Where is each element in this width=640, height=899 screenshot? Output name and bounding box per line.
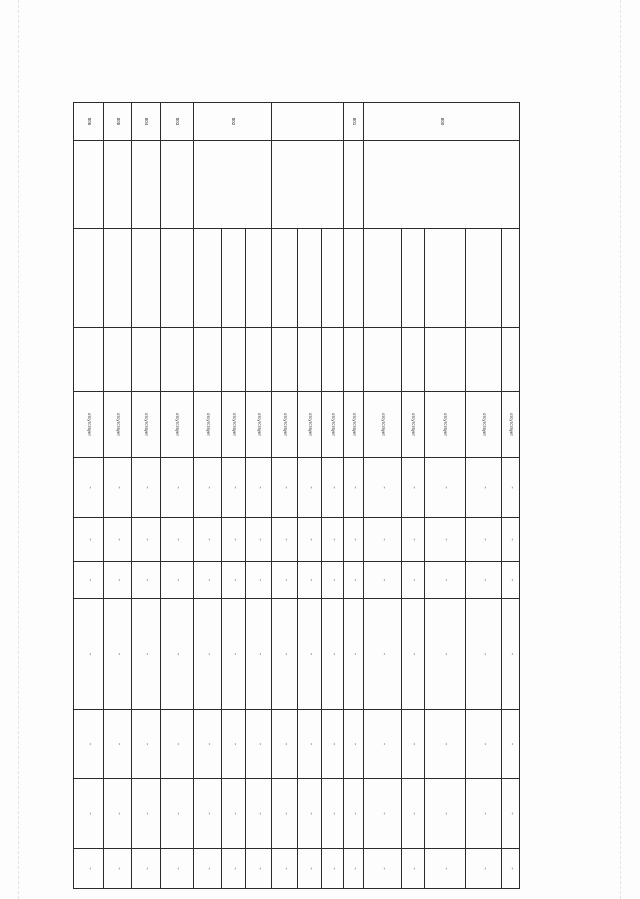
substation-cell bbox=[322, 328, 344, 392]
table-row bbox=[344, 103, 364, 889]
empty-value-cell: - bbox=[425, 779, 466, 849]
empty-value-cell: - bbox=[466, 779, 502, 849]
empty-value-cell: - bbox=[74, 562, 104, 599]
substation-cell bbox=[425, 328, 466, 392]
empty-value-cell: - bbox=[194, 458, 222, 518]
status-cell: отсутствует bbox=[222, 392, 246, 458]
empty-value-cell: - bbox=[74, 849, 104, 889]
empty-value-cell: - bbox=[222, 779, 246, 849]
status-cell: отсутствует bbox=[344, 392, 364, 458]
address-cell bbox=[364, 229, 402, 328]
empty-value-cell: - bbox=[104, 849, 132, 889]
status-cell: отсутствует bbox=[466, 392, 502, 458]
empty-value-cell: - bbox=[74, 458, 104, 518]
status-cell: отсутствует bbox=[298, 392, 322, 458]
empty-value-cell: - bbox=[322, 849, 344, 889]
organization-cell bbox=[74, 141, 104, 229]
empty-value-cell: - bbox=[364, 458, 402, 518]
table-row bbox=[322, 103, 344, 889]
empty-value-cell: - bbox=[194, 599, 222, 710]
status-cell: отсутствует bbox=[402, 392, 425, 458]
address-cell bbox=[502, 229, 520, 328]
empty-value-cell: - bbox=[298, 779, 322, 849]
empty-value-cell: - bbox=[298, 710, 322, 779]
empty-value-cell: - bbox=[194, 518, 222, 562]
organization-cell bbox=[132, 141, 161, 229]
table-row bbox=[132, 103, 161, 889]
table-row bbox=[246, 103, 272, 889]
empty-value-cell: - bbox=[502, 710, 520, 779]
empty-value-cell: - bbox=[161, 849, 194, 889]
rotated-table-wrapper bbox=[85, 102, 520, 888]
empty-value-cell: - bbox=[74, 599, 104, 710]
organization-cell bbox=[344, 141, 364, 229]
empty-value-cell: - bbox=[402, 562, 425, 599]
empty-value-cell: - bbox=[322, 599, 344, 710]
empty-value-cell: - bbox=[364, 599, 402, 710]
substation-cell bbox=[344, 328, 364, 392]
empty-value-cell: - bbox=[132, 458, 161, 518]
substation-cell bbox=[502, 328, 520, 392]
empty-value-cell: - bbox=[502, 562, 520, 599]
table-row bbox=[74, 103, 104, 889]
status-cell: отсутствует bbox=[502, 392, 520, 458]
empty-value-cell: - bbox=[246, 518, 272, 562]
empty-value-cell: - bbox=[466, 518, 502, 562]
empty-value-cell: - bbox=[222, 562, 246, 599]
empty-value-cell: - bbox=[402, 779, 425, 849]
empty-value-cell: - bbox=[161, 710, 194, 779]
scan-edge-left bbox=[18, 0, 20, 899]
organization-cell bbox=[194, 141, 272, 229]
empty-value-cell: - bbox=[402, 599, 425, 710]
empty-value-cell: - bbox=[425, 849, 466, 889]
empty-value-cell: - bbox=[344, 779, 364, 849]
empty-value-cell: - bbox=[74, 779, 104, 849]
empty-value-cell: - bbox=[425, 518, 466, 562]
substation-cell bbox=[74, 328, 104, 392]
status-cell: отсутствует bbox=[74, 392, 104, 458]
empty-value-cell: - bbox=[466, 562, 502, 599]
empty-value-cell: - bbox=[425, 562, 466, 599]
organization-cell bbox=[364, 141, 520, 229]
empty-value-cell: - bbox=[466, 458, 502, 518]
empty-value-cell: - bbox=[246, 779, 272, 849]
address-cell bbox=[246, 229, 272, 328]
substation-cell bbox=[161, 328, 194, 392]
table-row bbox=[104, 103, 132, 889]
row-number: 804 bbox=[132, 103, 161, 141]
address-cell bbox=[322, 229, 344, 328]
status-cell: отсутствует bbox=[425, 392, 466, 458]
empty-value-cell: - bbox=[272, 779, 298, 849]
empty-value-cell: - bbox=[466, 599, 502, 710]
empty-value-cell: - bbox=[272, 562, 298, 599]
address-cell bbox=[222, 229, 246, 328]
empty-value-cell: - bbox=[502, 779, 520, 849]
substation-cell bbox=[104, 328, 132, 392]
empty-value-cell: - bbox=[322, 710, 344, 779]
empty-value-cell: - bbox=[246, 562, 272, 599]
status-cell: отсутствует bbox=[104, 392, 132, 458]
empty-value-cell: - bbox=[222, 458, 246, 518]
empty-value-cell: - bbox=[344, 562, 364, 599]
address-cell bbox=[194, 229, 222, 328]
empty-value-cell: - bbox=[322, 518, 344, 562]
address-cell bbox=[74, 229, 104, 328]
substation-cell bbox=[246, 328, 272, 392]
empty-value-cell: - bbox=[222, 710, 246, 779]
empty-value-cell: - bbox=[502, 458, 520, 518]
empty-value-cell: - bbox=[246, 599, 272, 710]
empty-value-cell: - bbox=[222, 599, 246, 710]
empty-value-cell: - bbox=[104, 710, 132, 779]
empty-value-cell: - bbox=[161, 779, 194, 849]
empty-value-cell: - bbox=[364, 562, 402, 599]
empty-value-cell: - bbox=[104, 458, 132, 518]
infrastructure-table bbox=[73, 102, 520, 889]
empty-value-cell: - bbox=[502, 599, 520, 710]
empty-value-cell: - bbox=[132, 599, 161, 710]
empty-value-cell: - bbox=[132, 518, 161, 562]
address-cell bbox=[298, 229, 322, 328]
empty-value-cell: - bbox=[272, 710, 298, 779]
substation-cell bbox=[222, 328, 246, 392]
empty-value-cell: - bbox=[246, 710, 272, 779]
empty-value-cell: - bbox=[322, 779, 344, 849]
organization-cell bbox=[104, 141, 132, 229]
empty-value-cell: - bbox=[74, 518, 104, 562]
empty-value-cell: - bbox=[466, 710, 502, 779]
empty-value-cell: - bbox=[322, 458, 344, 518]
status-cell: отсутствует bbox=[132, 392, 161, 458]
empty-value-cell: - bbox=[364, 849, 402, 889]
row-number: 806 bbox=[74, 103, 104, 141]
address-cell bbox=[272, 229, 298, 328]
empty-value-cell: - bbox=[246, 849, 272, 889]
empty-value-cell: - bbox=[466, 849, 502, 889]
empty-value-cell: - bbox=[402, 458, 425, 518]
address-cell bbox=[161, 229, 194, 328]
empty-value-cell: - bbox=[194, 849, 222, 889]
row-number: 802 bbox=[194, 103, 272, 141]
empty-value-cell: - bbox=[425, 599, 466, 710]
empty-value-cell: - bbox=[502, 849, 520, 889]
status-cell: отсутствует bbox=[246, 392, 272, 458]
organization-cell bbox=[272, 141, 344, 229]
row-number: 803 bbox=[161, 103, 194, 141]
status-cell: отсутствует bbox=[322, 392, 344, 458]
empty-value-cell: - bbox=[322, 562, 344, 599]
empty-value-cell: - bbox=[298, 458, 322, 518]
empty-value-cell: - bbox=[298, 849, 322, 889]
status-cell: отсутствует bbox=[272, 392, 298, 458]
empty-value-cell: - bbox=[132, 562, 161, 599]
empty-value-cell: - bbox=[272, 849, 298, 889]
empty-value-cell: - bbox=[272, 518, 298, 562]
empty-value-cell: - bbox=[132, 779, 161, 849]
empty-value-cell: - bbox=[272, 458, 298, 518]
empty-value-cell: - bbox=[364, 710, 402, 779]
empty-value-cell: - bbox=[298, 599, 322, 710]
empty-value-cell: - bbox=[402, 710, 425, 779]
table-body bbox=[74, 103, 520, 889]
scan-edge-right bbox=[620, 0, 622, 899]
empty-value-cell: - bbox=[104, 779, 132, 849]
empty-value-cell: - bbox=[344, 518, 364, 562]
organization-cell bbox=[161, 141, 194, 229]
empty-value-cell: - bbox=[222, 518, 246, 562]
empty-value-cell: - bbox=[425, 458, 466, 518]
empty-value-cell: - bbox=[425, 710, 466, 779]
empty-value-cell: - bbox=[344, 458, 364, 518]
empty-value-cell: - bbox=[161, 458, 194, 518]
address-cell bbox=[425, 229, 466, 328]
empty-value-cell: - bbox=[194, 710, 222, 779]
status-cell: отсутствует bbox=[194, 392, 222, 458]
substation-cell bbox=[272, 328, 298, 392]
empty-value-cell: - bbox=[344, 849, 364, 889]
substation-cell bbox=[132, 328, 161, 392]
empty-value-cell: - bbox=[222, 849, 246, 889]
empty-value-cell: - bbox=[74, 710, 104, 779]
empty-value-cell: - bbox=[402, 849, 425, 889]
empty-value-cell: - bbox=[502, 518, 520, 562]
empty-value-cell: - bbox=[298, 518, 322, 562]
empty-value-cell: - bbox=[132, 710, 161, 779]
row-number: 801 bbox=[344, 103, 364, 141]
empty-value-cell: - bbox=[344, 710, 364, 779]
address-cell bbox=[402, 229, 425, 328]
empty-value-cell: - bbox=[161, 562, 194, 599]
status-cell: отсутствует bbox=[161, 392, 194, 458]
empty-value-cell: - bbox=[298, 562, 322, 599]
substation-cell bbox=[402, 328, 425, 392]
row-number bbox=[272, 103, 344, 141]
substation-cell bbox=[298, 328, 322, 392]
substation-cell bbox=[466, 328, 502, 392]
address-cell bbox=[344, 229, 364, 328]
table-row bbox=[502, 103, 520, 889]
empty-value-cell: - bbox=[364, 779, 402, 849]
empty-value-cell: - bbox=[364, 518, 402, 562]
empty-value-cell: - bbox=[132, 849, 161, 889]
address-cell bbox=[132, 229, 161, 328]
empty-value-cell: - bbox=[104, 518, 132, 562]
table-row bbox=[161, 103, 194, 889]
empty-value-cell: - bbox=[161, 599, 194, 710]
address-cell bbox=[466, 229, 502, 328]
address-cell bbox=[104, 229, 132, 328]
status-cell: отсутствует bbox=[364, 392, 402, 458]
empty-value-cell: - bbox=[194, 562, 222, 599]
row-number: 800 bbox=[364, 103, 520, 141]
empty-value-cell: - bbox=[161, 518, 194, 562]
empty-value-cell: - bbox=[272, 599, 298, 710]
empty-value-cell: - bbox=[246, 458, 272, 518]
empty-value-cell: - bbox=[402, 518, 425, 562]
empty-value-cell: - bbox=[344, 599, 364, 710]
substation-cell bbox=[194, 328, 222, 392]
substation-cell bbox=[364, 328, 402, 392]
row-number: 805 bbox=[104, 103, 132, 141]
empty-value-cell: - bbox=[104, 599, 132, 710]
empty-value-cell: - bbox=[104, 562, 132, 599]
empty-value-cell: - bbox=[194, 779, 222, 849]
